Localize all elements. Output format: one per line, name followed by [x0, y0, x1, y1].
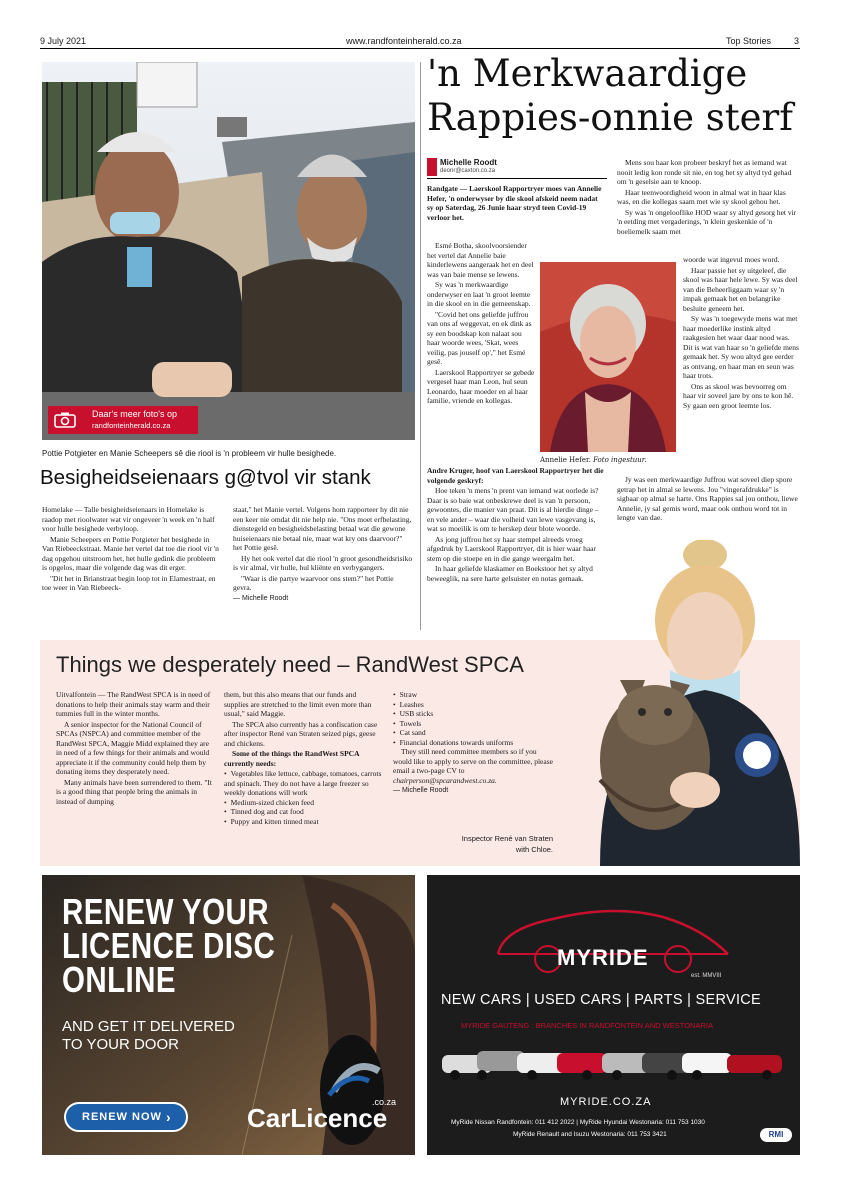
carlicence-subline — [62, 1018, 235, 1054]
page-number: 3 — [794, 36, 800, 46]
issue-date: 9 July 2021 — [40, 36, 87, 46]
story2-col2 — [617, 158, 800, 237]
spca-list2-item: • Leashes — [393, 700, 553, 710]
myride-est: est. MMVIII — [691, 973, 722, 979]
carlicence-tld: .co.za — [372, 1097, 397, 1107]
story1-byline: — Michelle Roodt — [233, 594, 289, 602]
spca-list1 — [224, 769, 382, 826]
story2-headline: 'n Merkwaardige Rappies-onnie sterf — [427, 52, 793, 139]
spca-byline: — Michelle Roodt — [393, 787, 449, 794]
myride-ad[interactable] — [427, 875, 800, 1155]
story2-p13: Sy was 'n toegewyde mens wat met haar moederlike instink altyd raakgesien het waar daar nood was. Dit is wat van haar so 'n geliefde mens gemaak het. Sy wou altyd gee eerder as ontvang, en haar man en seun was haar trots. — [683, 314, 799, 380]
annelie-photo-credit: Foto ingestuur. — [593, 456, 647, 464]
header-rule — [40, 48, 800, 49]
photo-gallery-banner[interactable] — [48, 406, 198, 434]
spca-col1 — [56, 690, 214, 807]
spca-col2 — [224, 690, 382, 826]
annelie-photo — [540, 262, 676, 452]
story2-p3: "Covid het ons geliefde juffrou van ons af weggevat, en ek dink as sy een boodskap kon nalaat sou haar woorde wees, 'Skat, wees veilig, pas jouself op'," het Esmé gesê. — [427, 309, 532, 366]
carlicence-sub2: TO YOUR DOOR — [62, 1036, 179, 1053]
spca-list2-item: • Towels — [393, 719, 553, 729]
carlicence-logo-icon — [324, 1061, 384, 1097]
myride-services: NEW CARS | USED CARS | PARTS | SERVICE — [441, 992, 762, 1008]
gallery-banner-line2: randfonteinherald.co.za — [92, 421, 171, 430]
spca-list2-item: • USB sticks — [393, 709, 553, 719]
spca-p1: Uitvalfontein — The RandWest SPCA is in need of donations to help their animals stay warm and their tummies full in the winter months. — [56, 690, 211, 718]
story2-col1-narrow — [427, 241, 535, 407]
story2-author: Michelle Roodt — [440, 158, 497, 167]
story1-col1 — [42, 505, 222, 594]
spca-closing: They still need committee members so if you would like to apply to serve on the committee, please email a two-page CV to — [393, 747, 553, 775]
story2-p9: Haar teenwoordigheid woon in almal wat in haar klas was, en die kollegas saam met wie sy skool gehou het. — [617, 187, 786, 206]
spca-headline: Things we desperately need – RandWest SPCA — [56, 652, 524, 677]
column-divider — [420, 62, 421, 630]
renew-now-label: RENEW NOW — [82, 1111, 162, 1123]
myride-branches: MYRIDE GAUTENG : BRANCHES IN RANDFONTEIN AND WESTONARIA — [461, 1021, 713, 1030]
story2-p4: Laerskool Rapportryer se gebede vergesel haar man Leon, hul seun Leonardo, haar moeder en al haar familie, vriende en kollegas. — [427, 367, 535, 405]
story1-p1: Homelake — Talle besigheidseienaars in Homelake is raadop met rioolwater wat vir ongeveer 'n week en 'n half voor hulle besighede verbyloop. — [42, 505, 215, 533]
story2-col2-lower — [617, 475, 800, 524]
story2-subhead: Andre Kruger, hoof van Laerskool Rapportryer het die volgende geskryf: — [427, 466, 604, 485]
story1-p5: Hy het ook vertel dat die riool 'n groot gesondheidsrisiko is vir almal, vir hulle, hul kliënte en verbygangers. — [233, 553, 413, 572]
story2-col2-narrow — [683, 255, 800, 411]
carlicence-brand: CarLicence — [247, 1103, 388, 1133]
story2-p2: Sy was 'n merkwaardige onderwyser en laat 'n groot leemte in die skool en in die gemeenskap. — [427, 280, 531, 308]
chevron-right-icon: › — [166, 1109, 172, 1125]
story2-lead: Randgate — Laerskool Rapportryer moes van Annelie Hefer, 'n onderwyser by die skool afskeid neem nadat sy op Saterdag, 26 Junie haar stryd teen Covid-19 verloor het. — [427, 184, 602, 222]
spca-email[interactable]: chairperson@spcarandwest.co.za. — [393, 775, 497, 785]
story2-author-email[interactable]: deonr@caxton.co.za — [440, 168, 496, 174]
story2-p6: As jong juffrou het sy haar stempel alreeds vroeg afgedruk by Laerskool Rapportryer, dit is hier waar haar stem op die stoepe en in die gange weergalm het. — [427, 534, 597, 563]
spca-list1-item: • Tinned dog and cat food — [224, 807, 382, 817]
story2-p1: Esmé Botha, skoolvoorsiender het vertel dat Annelie baie kinderlewens aangeraak het en deel was van baie mense se lewens. — [427, 241, 534, 279]
carlicence-line2: LICENCE DISC — [62, 925, 276, 966]
myride-contact2: MyRide Renault and Isuzu Westonaria: 011 753 3421 — [513, 1131, 667, 1138]
spca-subhead: Some of the things the RandWest SPCA currently needs: — [224, 749, 360, 768]
spca-list1-item: • Vegetables like lettuce, cabbage, tomatoes, carrots and spinach. They do not have a large freezer so weekly donations will work — [224, 769, 382, 798]
spca-p4: them, but this also means that our funds and supplies are stretched to the limit even more than usual," said Maggie. — [224, 690, 372, 718]
author-rule — [427, 178, 607, 179]
story2-p14: Ons as skool was bevoorreg om haar vir soveel jare by ons te kon hê. Sy gaan een groot leemte los. — [683, 381, 794, 410]
carlicence-line1: RENEW YOUR — [62, 891, 269, 932]
spca-p3: Many animals have been surrendered to them. "It is a good thing that people bring the animals in instead of dumping — [56, 777, 213, 806]
spca-list2 — [393, 690, 553, 747]
story1-photo — [42, 62, 415, 440]
spca-list2-item: • Straw — [393, 690, 553, 700]
story2-col1 — [427, 184, 605, 223]
carlicence-headline — [62, 891, 276, 1000]
spca-p5: The SPCA also currently has a confiscation case after inspector René van Straten seized pigs, geese and chickens. — [224, 719, 378, 748]
story2-p8: Mens sou haar kon probeer beskryf het as iemand wat nooit ledig kon ronde sit nie, en tog het sy altyd tyd gehad om 'n geselsie aan te knoop. — [617, 158, 792, 186]
story2-p12: Haar passie het sy uitgeleef, die skool was haar hele lewe. Sy was deel van die Beheerliggaam waar sy 'n impak gemaak het en belangrike besluite geneem het. — [683, 265, 798, 313]
annelie-caption — [540, 456, 647, 464]
spca-photo-caption — [420, 833, 553, 855]
story1-p4: staat," het Manie vertel. Volgens hom rapporteer hy dit nie een keer nie omdat dit nie help nie. "Ons moet erfbelasting, dienstegeld en besigheidsbelasting betaal wat die gewone huiseienaars nie betaal nie, maar wat kry ons daarvoor?" het Pottie gesê. — [233, 505, 412, 552]
spca-caption-line2: with Chloe. — [515, 845, 553, 854]
story1-p2: Manie Scheepers en Pottie Potgieter het besighede in Van Riebeeckstraat. Manie het vertel dat toe die riool vir 'n dag opgehou uitstroom het, het hulle gedink die probleem is opgelos, maar die volgende dag was dit erger. — [42, 534, 219, 572]
spca-list1-item: • Medium-sized chicken feed — [224, 798, 382, 808]
inspector-photo — [560, 540, 800, 866]
spca-caption-line1: Inspector René van Straten — [461, 834, 553, 843]
story1-headline: Besigheidseienaars g@tvol vir stank — [40, 466, 371, 489]
spca-list2-item: • Cat sand — [393, 728, 553, 738]
spca-list1-item: • Puppy and kitten tinned meat — [224, 817, 382, 827]
story1-p3: "Dit het in Brianstraat begin loop tot in Elamestraat, en toe weer in Van Riebeeck- — [42, 573, 216, 592]
story1-col2 — [233, 505, 413, 604]
section-name: Top Stories — [726, 36, 772, 46]
spca-col3 — [393, 690, 553, 797]
myride-url[interactable]: MYRIDE.CO.ZA — [560, 1096, 652, 1108]
story1-caption: Pottie Potgieter en Manie Scheepers sê die riool is 'n probleem vir hulle besighede. — [42, 449, 337, 458]
story2-p7: In haar geliefde klaskamer en Boekstoor het sy altyd beweeglik, na sere harte gelsuister en notas gemaak. — [427, 564, 593, 583]
story2-p10: Sy was 'n ongelooflike HOD waar sy altyd gesorg het vir 'n eetding met vergaderings, 'n klein geskenkie of 'n boeliemelk saam met — [617, 207, 797, 236]
car-lineup-image — [437, 1037, 792, 1087]
myride-brand: MYRIDE — [557, 945, 649, 970]
annelie-caption-text: Annelie Hefer. — [540, 456, 591, 464]
spca-p2: A senior inspector for the National Council of SPCAs (NSPCA) and committee member of the RandWest SPCA, Maggie Midd explained they are in need of a few things for their animals and would appreciate it if the community could help them by donating items they desperately need. — [56, 719, 210, 776]
story2-p5: Hoe teken 'n mens 'n prent van iemand wat oorlede is? Daar is so baie wat onbeskrewe deel is van 'n persoon, gewoontes, die manier van praat. Dit is al hierdie dinge – en vele ander – waar die volheid van lewe vasgevang is, wat so moeilik is om te herskep deur blote woorde. — [427, 486, 599, 533]
carlicence-line3: ONLINE — [62, 959, 176, 1000]
camera-icon — [54, 412, 76, 428]
author-flag — [427, 158, 437, 176]
gallery-banner-line1: Daar's meer foto's op — [92, 409, 177, 419]
spca-list2-item: • Financial donations towards uniforms — [393, 738, 553, 748]
renew-now-button[interactable] — [64, 1102, 188, 1132]
carlicence-ad[interactable] — [42, 875, 415, 1155]
myride-contact1: MyRide Nissan Randfontein: 011 412 2022 | MyRide Hyundai Westonaria: 011 753 1030 — [451, 1119, 705, 1126]
story1-p6: "Waar is die partye waarvoor ons stem?" het Pottie gevra. — [233, 573, 394, 592]
rmi-badge: RMI — [760, 1128, 792, 1142]
story2-p15: Jy was een merkwaardige Juffrou wat soveel diep spore getrap het in almal se lewens. Jou "vingerafdrukke" is sigbaar op almal se harte. Ons Rappies sal jou onthou, liewe Annelie, jy sal gemis word, maar ook onthou word tot in lengte van dae. — [617, 475, 798, 522]
story2-p11: woorde wat ingevul moes word. — [683, 255, 780, 264]
carlicence-sub1: AND GET IT DELIVERED — [62, 1018, 235, 1035]
site-url[interactable]: www.randfonteinherald.co.za — [346, 36, 462, 46]
